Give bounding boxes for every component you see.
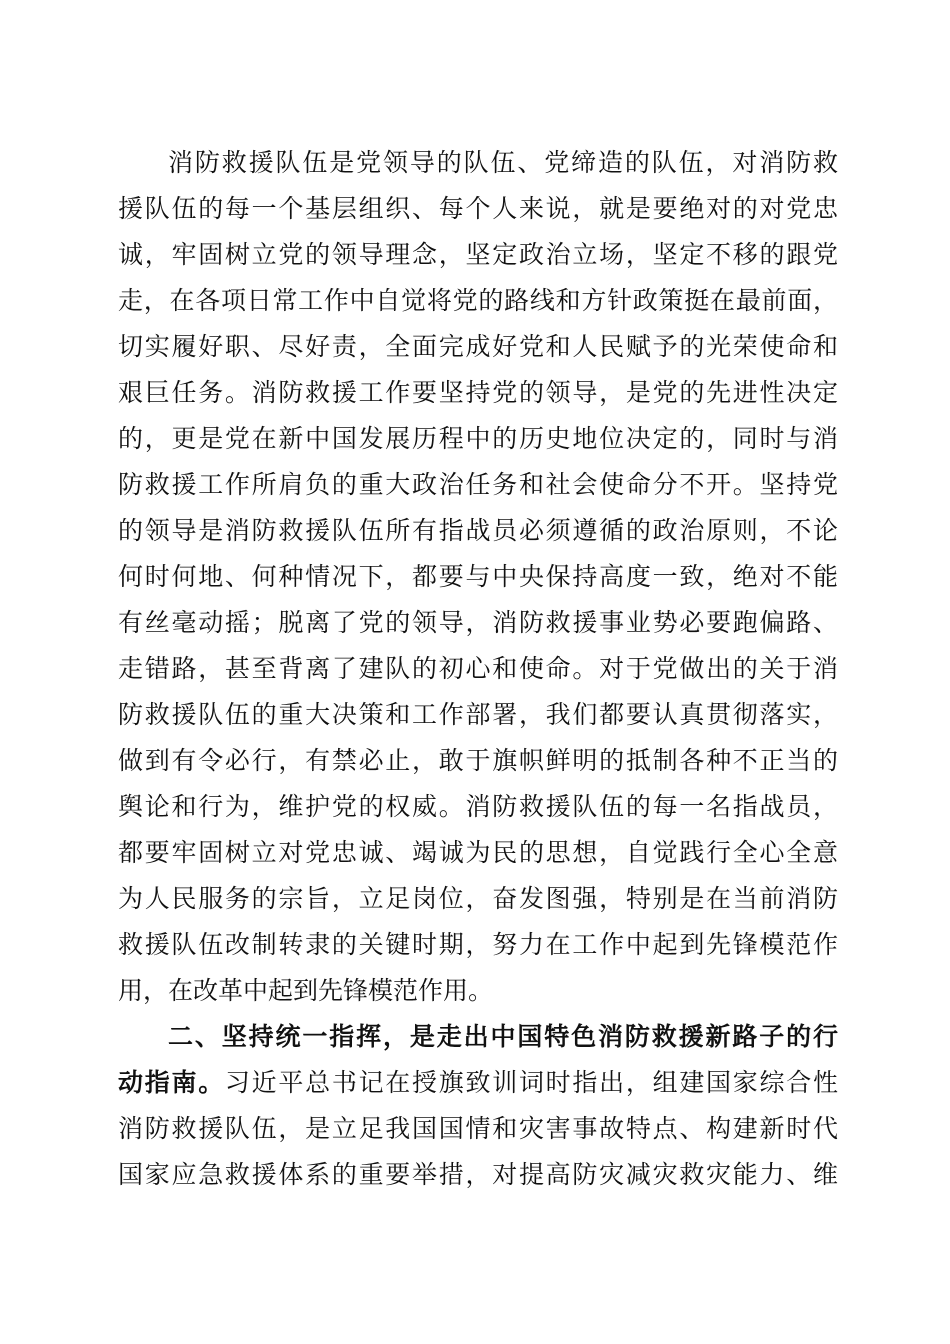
paragraph-line: 艰巨任务。消防救援工作要坚持党的领导，是党的先进性决定 [118,378,838,407]
section-heading-end: 动指南。 [118,1068,225,1097]
paragraph-line: 为人民服务的宗旨，立足岗位，奋发图强，特别是在当前消防 [118,884,838,913]
paragraph-text: 习近平总书记在授旗致训词时指出，组建国家综合性 [224,1068,838,1097]
paragraph-line: 走，在各项日常工作中自觉将党的路线和方针政策挺在最前面， [118,286,838,315]
paragraph-line [118,1060,838,1106]
document-body [118,140,838,1198]
paragraph-line: 用，在改革中起到先锋模范作用。 [118,976,494,1005]
paragraph-line: 诚，牢固树立党的领导理念，坚定政治立场，坚定不移的跟党 [118,240,838,269]
paragraph-line: 的，更是党在新中国发展历程中的历史地位决定的，同时与消 [118,424,838,453]
paragraph-line: 消防救援队伍是党领导的队伍、党缔造的队伍，对消防救 [168,148,838,177]
paragraph-line: 救援队伍改制转隶的关键时期，努力在工作中起到先锋模范作 [118,930,838,959]
section-heading: 二、坚持统一指挥，是走出中国特色消防救援新路子的行 [168,1022,838,1051]
paragraph-line: 舆论和行为，维护党的权威。消防救援队伍的每一名指战员， [118,792,838,821]
paragraph-line: 做到有令必行，有禁必止，敢于旗帜鲜明的抵制各种不正当的 [118,746,838,775]
paragraph-line: 国家应急救援体系的重要举措，对提高防灾减灾救灾能力、维 [118,1160,838,1189]
paragraph-line: 走错路，甚至背离了建队的初心和使命。对于党做出的关于消 [118,654,838,683]
paragraph-line: 都要牢固树立对党忠诚、竭诚为民的思想，自觉践行全心全意 [118,838,838,867]
paragraph-line: 何时何地、何种情况下，都要与中央保持高度一致，绝对不能 [118,562,838,591]
paragraph-line: 援队伍的每一个基层组织、每个人来说，就是要绝对的对党忠 [118,194,838,223]
paragraph-line: 切实履好职、尽好责，全面完成好党和人民赋予的光荣使命和 [118,332,838,361]
paragraph-line: 有丝毫动摇；脱离了党的领导，消防救援事业势必要跑偏路、 [118,608,838,637]
paragraph-line: 消防救援队伍，是立足我国国情和灾害事故特点、构建新时代 [118,1114,838,1143]
paragraph-line: 的领导是消防救援队伍所有指战员必须遵循的政治原则，不论 [118,516,838,545]
paragraph-line: 防救援队伍的重大决策和工作部署，我们都要认真贯彻落实， [118,700,838,729]
paragraph-line: 防救援工作所肩负的重大政治任务和社会使命分不开。坚持党 [118,470,838,499]
